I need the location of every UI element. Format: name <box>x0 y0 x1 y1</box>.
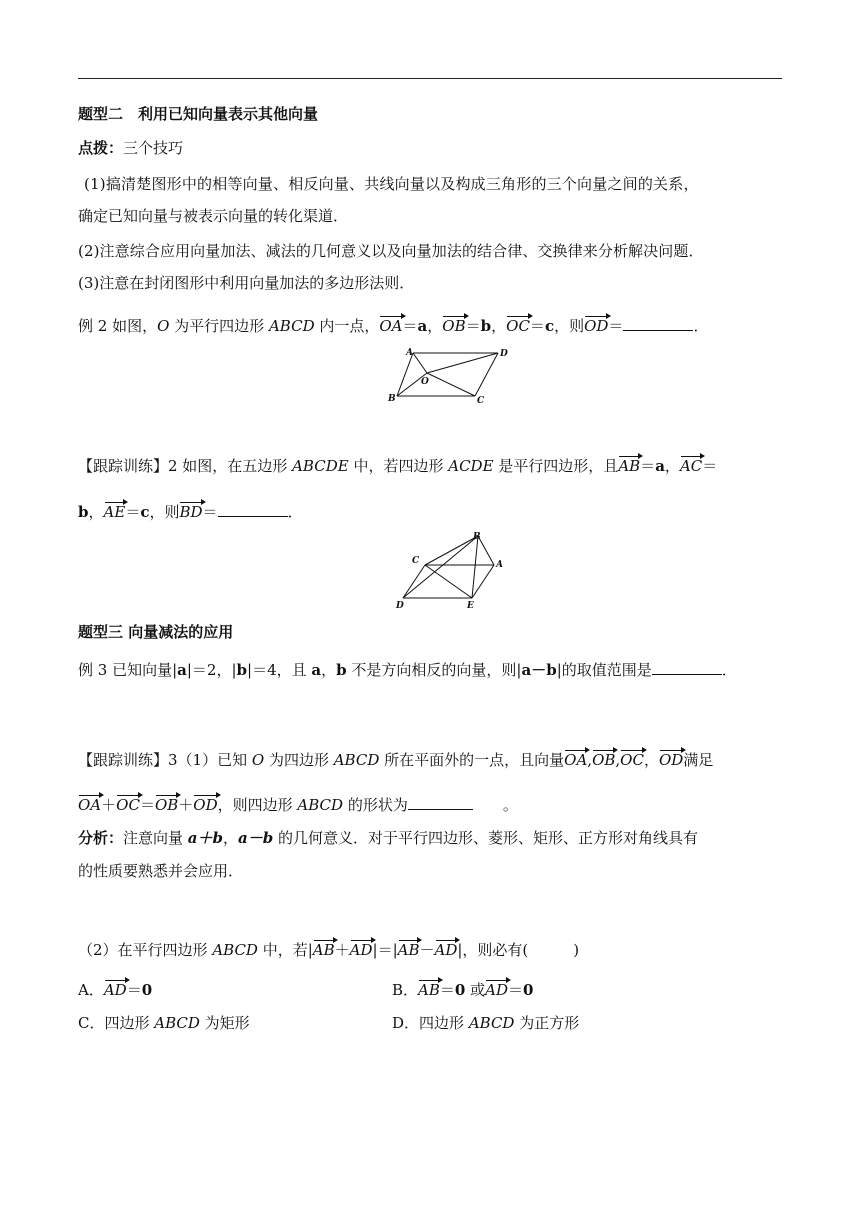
comma: ， <box>88 503 104 521</box>
f3-mid: 为四边形 <box>264 751 334 769</box>
eq: ＝ <box>507 981 523 999</box>
ex2-mid: 为平行四边形 <box>169 317 269 335</box>
vector-AD: AD <box>349 941 373 959</box>
answer-blank <box>652 660 722 675</box>
vector-OA: OA <box>564 751 588 769</box>
option-A-label: A． <box>78 981 104 999</box>
eq: ＝ <box>529 317 545 335</box>
f2-ABCDE: ABCDE <box>292 457 349 475</box>
option-D-tail: 为正方形 <box>514 1014 580 1032</box>
ex2-prefix: 例 2 如图， <box>78 317 158 335</box>
f3-ABCD: ABCD <box>297 796 344 814</box>
ex3-p3: 不是方向相反的向量，则| <box>346 661 522 679</box>
vector-AD: AD <box>434 941 458 959</box>
f2-prefix: 【跟踪训练】2 如图，在五边形 <box>78 457 293 475</box>
option-D[interactable] <box>392 1013 579 1033</box>
tip1b: 确定已知向量与被表示向量的转化渠道． <box>78 207 349 225</box>
zero-vector: 0 <box>523 981 534 999</box>
q2-mid: 中，若| <box>257 941 313 959</box>
vector-OA: OA <box>78 796 102 814</box>
eq: ＝ <box>126 981 142 999</box>
or: 或 <box>465 981 486 999</box>
minus: － <box>419 941 435 959</box>
period: ． <box>693 317 709 335</box>
vector-OB: OB <box>442 317 466 335</box>
eq: ＝ <box>139 796 155 814</box>
vec-b: b <box>78 503 89 521</box>
fig2-label-C: C <box>412 556 420 566</box>
vec-b: b <box>480 317 492 335</box>
tip-text: 三个技巧 <box>123 139 184 157</box>
vector-OC: OC <box>506 317 530 335</box>
vector-AB: AB <box>618 457 641 475</box>
vec-c: c <box>544 317 555 335</box>
vector-OD: OD <box>658 751 684 769</box>
vec-a: a <box>311 661 322 679</box>
header-rule <box>78 78 782 79</box>
ex2-O: O <box>157 317 170 335</box>
vector-OC: OC <box>116 796 140 814</box>
zero-vector: 0 <box>454 981 466 999</box>
vector-OD: OD <box>584 317 609 335</box>
f3-prefix: 【跟踪训练】3（1）已知 <box>78 751 252 769</box>
vec-b: b <box>336 661 347 679</box>
fig2-label-E: E <box>467 601 474 611</box>
plus: ＋ <box>178 796 194 814</box>
f2-mid: 中，若四边形 <box>348 457 449 475</box>
f3-ABCD: ABCD <box>333 751 380 769</box>
option-C-text: 四边形 <box>104 1014 155 1032</box>
then: ，则 <box>554 317 585 335</box>
fig-label-D: D <box>500 349 508 359</box>
f3-tail: 的形状为 <box>343 796 408 814</box>
ex3-prefix: 例 3 已知向量| <box>78 661 178 679</box>
option-B-label: B． <box>392 981 419 999</box>
q2-end: |，则必有( ) <box>457 941 580 959</box>
vector-AB: AB <box>418 981 440 999</box>
fig2-label-B: B <box>473 532 481 542</box>
eq: ＝ <box>202 503 218 521</box>
analysis-line1 <box>78 828 698 848</box>
vector-OC: OC <box>620 751 644 769</box>
vec-a: a <box>177 661 187 679</box>
comma: ， <box>223 829 239 847</box>
option-A[interactable] <box>78 980 152 1000</box>
eq: ＝ <box>125 503 141 521</box>
follow3-line2 <box>78 795 518 815</box>
f3-end: 。 <box>472 796 518 814</box>
pentagon-figure <box>390 528 515 613</box>
q2-mideq: |＝| <box>372 941 398 959</box>
fig-label-O: O <box>421 377 429 387</box>
example2-line <box>78 316 708 336</box>
ex3-p1: |＝2，| <box>186 661 237 679</box>
vector-BD: BD <box>179 503 203 521</box>
follow2-line1 <box>78 456 717 476</box>
a-plus-b: a＋b <box>187 829 224 847</box>
vector-AB: AB <box>397 941 420 959</box>
option-C-label: C． <box>78 1014 105 1032</box>
vector-AD: AD <box>103 981 127 999</box>
period: ． <box>721 661 737 679</box>
f3-satisfy: 满足 <box>683 751 714 769</box>
answer-blank <box>623 316 693 331</box>
comma: ， <box>664 457 680 475</box>
option-C[interactable] <box>78 1013 250 1033</box>
vector-AE: AE <box>103 503 126 521</box>
comma: ， <box>321 661 337 679</box>
option-C-tail: 为矩形 <box>199 1014 250 1032</box>
section3-title: 题型三 向量减法的应用 <box>78 623 234 641</box>
answer-blank <box>218 502 288 517</box>
example3-line <box>78 660 737 680</box>
vector-AC: AC <box>679 457 703 475</box>
vec-a: a <box>655 457 665 475</box>
fig-label-B: B <box>388 394 396 404</box>
ex3-p4: |的取值范围是 <box>556 661 652 679</box>
plus: ＋ <box>101 796 117 814</box>
vector-OB: OB <box>592 751 616 769</box>
option-D-text: 四边形 <box>419 1014 469 1032</box>
analysis-text: 注意向量 <box>123 829 188 847</box>
parallelogram-figure <box>385 344 515 406</box>
comma: ， <box>491 317 507 335</box>
vec-b: b <box>236 661 248 679</box>
analysis-line2: 的性质要熟悉并会应用． <box>78 862 244 880</box>
vector-OB: OB <box>154 796 179 814</box>
f3-mid2: 所在平面外的一点，且向量 <box>379 751 565 769</box>
eq: ＝ <box>640 457 656 475</box>
ex3-p2: |＝4，且 <box>247 661 312 679</box>
q2-ABCD: ABCD <box>468 1014 515 1032</box>
tip2: (2)注意综合应用向量加法、减法的几何意义以及向量加法的结合律、交换律来分析解决问题． <box>78 242 704 260</box>
eq: ＝ <box>402 317 418 335</box>
vector-AD: AD <box>485 981 508 999</box>
tip-line <box>78 138 183 158</box>
fig-label-C: C <box>477 396 485 406</box>
q2-stem <box>78 940 579 960</box>
q2-prefix: （2）在平行四边形 <box>78 941 213 959</box>
a-minus-b: a－b <box>521 661 557 679</box>
option-D-label: D． <box>392 1014 420 1032</box>
vector-OD: OD <box>193 796 218 814</box>
f2-mid2: 是平行四边形，且 <box>493 457 619 475</box>
analysis-label: 分析： <box>78 829 124 847</box>
vec-a: a <box>417 317 428 335</box>
q2-ABCD: ABCD <box>154 1014 200 1032</box>
q2-ABCD: ABCD <box>212 941 258 959</box>
section2-title: 题型二 利用已知向量表示其他向量 <box>78 105 319 123</box>
fig2-label-D: D <box>396 601 404 611</box>
f3-then: ，则四边形 <box>217 796 298 814</box>
ex2-mid2: 内一点， <box>314 317 380 335</box>
a-minus-b: a－b <box>238 829 274 847</box>
answer-blank <box>408 795 473 810</box>
fig2-label-A: A <box>496 560 503 570</box>
follow2-line2 <box>78 502 303 522</box>
plus: ＋ <box>334 941 350 959</box>
vec-c: c <box>140 503 150 521</box>
comma: ， <box>427 317 443 335</box>
analysis-text-b: 的几何意义．对于平行四边形、菱形、矩形、正方形对角线具有 <box>273 829 699 847</box>
option-B[interactable] <box>392 980 533 1000</box>
eq: ＝ <box>439 981 455 999</box>
then: ，则 <box>149 503 180 521</box>
period: ． <box>287 503 303 521</box>
vector-OA: OA <box>379 317 403 335</box>
ex2-ABCD: ABCD <box>268 317 315 335</box>
vector-AB: AB <box>312 941 335 959</box>
fig-label-A: A <box>406 348 413 358</box>
eq: ＝ <box>465 317 481 335</box>
zero-vector: 0 <box>141 981 153 999</box>
tip3: (3)注意在封闭图形中利用向量加法的多边形法则． <box>78 274 415 292</box>
eq: ＝ <box>702 457 718 475</box>
tip1: (1)搞清楚图形中的相等向量、相反向量、共线向量以及构成三角形的三个向量之间的关系， <box>84 175 699 193</box>
tip-label: 点拨： <box>78 139 124 157</box>
eq: ＝ <box>608 317 624 335</box>
f2-ACDE: ACDE <box>448 457 494 475</box>
comma: ， <box>643 751 659 769</box>
follow3-line1: 【跟踪训练】3（1）已知 O 为四边形 ABCD 所在平面外的一点，且向量OA,OB,OC，OD满足 <box>78 751 714 769</box>
f3-O: O <box>251 751 265 769</box>
